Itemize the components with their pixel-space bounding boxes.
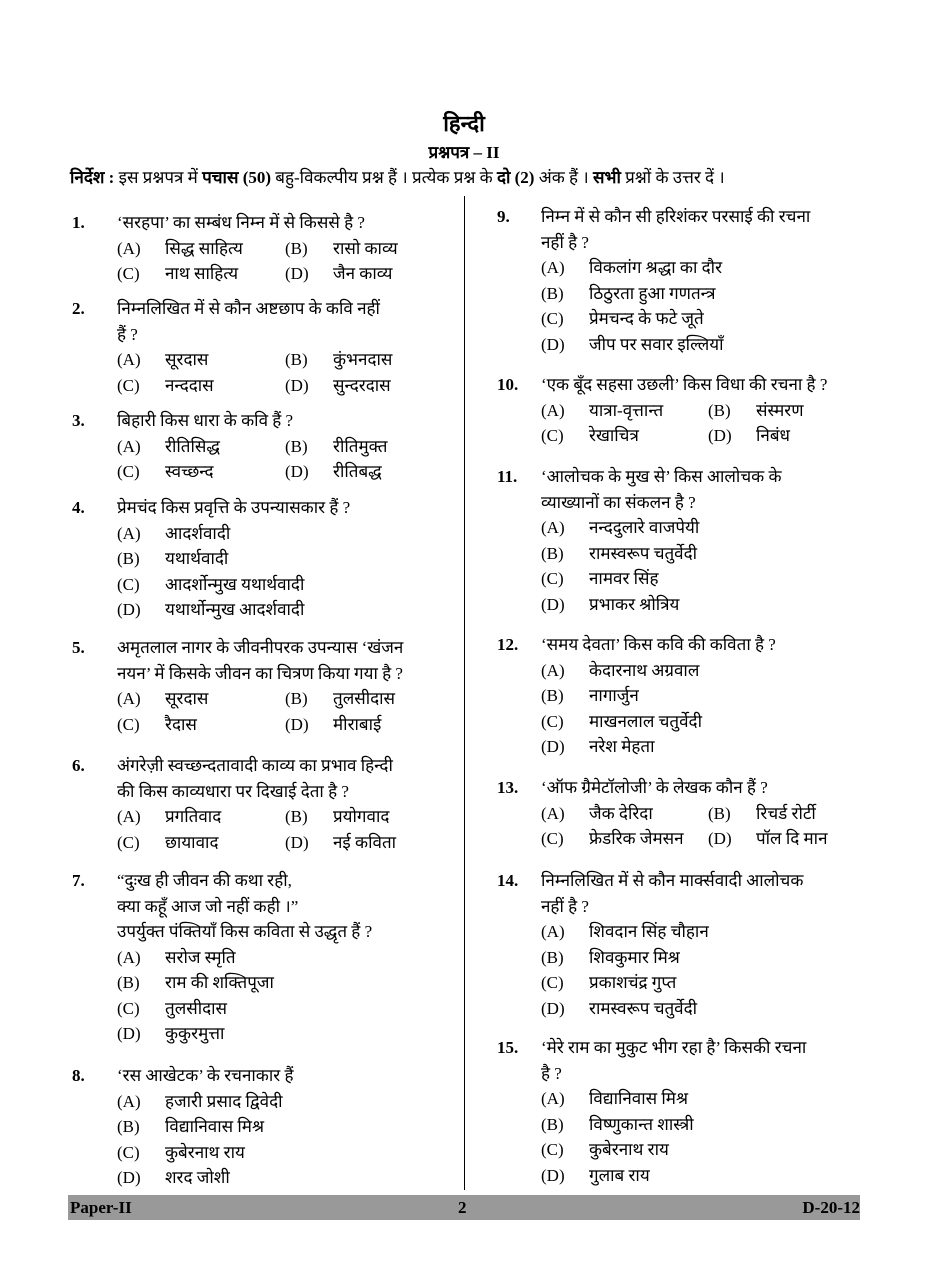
option-b [117, 970, 274, 996]
question-6 [72, 753, 442, 852]
option-text: रैदास [165, 714, 197, 734]
option-text: रामस्वरूप चतुर्वेदी [589, 543, 698, 563]
option-b [541, 541, 697, 567]
option-text: सुन्दरदास [333, 375, 391, 395]
option-text: आदर्शवादी [165, 523, 231, 543]
option-label: (D) [541, 594, 565, 614]
instructions-bold: सभी [593, 168, 621, 187]
option-d [285, 712, 381, 738]
option-label: (B) [117, 549, 140, 568]
question-text: बिहारी किस धारा के कवि हैं ? [117, 411, 294, 430]
question-text: हैं ? [117, 324, 138, 344]
option-label: (B) [541, 686, 564, 705]
option-text: विकलांग श्रद्धा का दौर [589, 258, 723, 277]
question-number: 15. [497, 1038, 519, 1057]
option-label: (C) [117, 375, 140, 395]
option-label: (D) [285, 462, 309, 481]
option-label: (D) [117, 1168, 141, 1187]
paper-subtitle: प्रश्नपत्र – II [428, 143, 500, 162]
option-label: (B) [117, 973, 140, 992]
question-number: 2. [72, 299, 85, 318]
instructions-bold: पचास (50) [202, 168, 272, 187]
option-label: (D) [541, 737, 565, 756]
option-d [285, 373, 391, 399]
option-b [117, 1114, 264, 1140]
option-text: नन्ददास [165, 375, 214, 395]
option-text: सूरदास [165, 689, 209, 708]
option-text: रिचर्ड रोर्टी [756, 803, 816, 823]
option-d [541, 332, 724, 358]
question-text: निम्नलिखित में से कौन मार्क्सवादी आलोचक [541, 871, 804, 890]
option-label: (B) [541, 1114, 564, 1134]
option-text: कुबेरनाथ राय [589, 1140, 669, 1159]
option-text: विद्यानिवास मिश्र [589, 1089, 689, 1108]
question-number: 3. [72, 411, 85, 430]
option-label: (A) [541, 400, 565, 420]
option-text: जीप पर सवार इल्लियाँ [589, 334, 724, 354]
question-text: निम्नलिखित में से कौन अष्टछाप के कवि नहीं [117, 299, 380, 318]
option-text: ठिठुरता हुआ गणतन्त्र [589, 283, 716, 303]
question-8 [72, 1063, 442, 1187]
option-text: कुंभनदास [333, 350, 393, 369]
option-label: (C) [541, 973, 564, 992]
option-text: गुलाब राय [589, 1165, 650, 1185]
option-text: केदारनाथ अग्रवाल [589, 660, 700, 680]
footer-paper: Paper-II [70, 1198, 132, 1217]
option-label: (C) [541, 309, 564, 328]
option-label: (A) [117, 436, 141, 456]
option-label: (A) [117, 689, 141, 708]
option-b [285, 686, 395, 712]
option-label: (B) [117, 1117, 140, 1136]
question-15 [497, 1035, 852, 1185]
question-text: उपर्युक्त पंक्तियाँ किस कविता से उद्धृत हैं ? [117, 922, 373, 941]
option-label: (B) [541, 283, 564, 303]
option-label: (B) [285, 436, 308, 456]
question-number: 11. [497, 467, 518, 486]
option-text: नाथ साहित्य [165, 264, 239, 283]
question-number: 10. [497, 375, 519, 394]
option-c [541, 709, 702, 735]
instructions-text: प्रश्नों के उत्तर दें । [620, 168, 725, 187]
option-label: (D) [708, 829, 732, 848]
question-text: अंगरेज़ी स्वच्छन्दतावादी काव्य का प्रभाव हिन्दी [117, 756, 393, 775]
option-c [541, 826, 684, 852]
option-text: रीतिमुक्त [333, 436, 388, 456]
question-7 [72, 868, 442, 1043]
option-b [708, 801, 816, 827]
option-label: (D) [285, 832, 309, 852]
option-label: (B) [285, 350, 308, 369]
option-text: जैक देरिदा [589, 803, 653, 823]
option-text: नन्ददुलारे वाजपेयी [589, 518, 700, 537]
option-c [117, 1140, 245, 1166]
question-number: 5. [72, 638, 85, 657]
option-d [541, 734, 654, 760]
option-d [285, 459, 382, 485]
question-text: निम्न में से कौन सी हरिशंकर परसाई की रचना [541, 207, 811, 226]
option-label: (D) [117, 600, 141, 619]
option-label: (A) [541, 1089, 565, 1108]
option-label: (D) [541, 334, 565, 354]
question-10 [497, 372, 852, 445]
option-text: रामस्वरूप चतुर्वेदी [589, 998, 698, 1018]
option-text: नई कविता [333, 832, 397, 852]
option-text: यात्रा-वृत्तान्त [589, 400, 664, 420]
option-label: (B) [541, 543, 564, 563]
option-b [117, 546, 228, 572]
option-text: सूरदास [165, 350, 209, 369]
option-a [541, 398, 663, 424]
option-a [541, 801, 653, 827]
option-label: (C) [117, 998, 140, 1018]
option-text: छायावाद [165, 832, 219, 852]
question-9 [497, 204, 852, 354]
question-number: 9. [497, 207, 510, 226]
option-text: शिवकुमार मिश्र [589, 947, 680, 967]
option-b [541, 945, 680, 971]
option-a [117, 686, 208, 712]
option-d [708, 423, 790, 449]
option-label: (C) [117, 462, 140, 481]
option-text: शरद जोशी [165, 1168, 230, 1187]
option-d [708, 826, 828, 852]
question-number: 1. [72, 213, 85, 232]
option-text: प्रयोगवाद [333, 807, 390, 826]
option-b [285, 434, 387, 460]
option-text: रासो काव्य [333, 238, 398, 258]
question-text: ‘आलोचक के मुख से’ किस आलोचक के [541, 467, 782, 486]
option-text: राम की शक्तिपूजा [165, 973, 274, 992]
option-b [285, 236, 398, 262]
question-text: अमृतलाल नागर के जीवनीपरक उपन्यास ‘खंजन [117, 638, 404, 657]
option-text: कुबेरनाथ राय [165, 1142, 245, 1162]
option-text: जैन काव्य [333, 264, 393, 283]
option-a [541, 919, 709, 945]
option-d [117, 1021, 224, 1047]
option-label: (C) [117, 1142, 140, 1162]
option-a [117, 521, 230, 547]
option-label: (B) [708, 400, 731, 420]
option-label: (A) [541, 922, 565, 941]
option-text: तुलसीदास [165, 998, 228, 1018]
option-c [117, 572, 304, 598]
option-b [541, 281, 716, 307]
question-4 [72, 495, 442, 619]
question-text: ‘रस आखेटक’ के रचनाकार हैं [117, 1066, 294, 1085]
option-label: (D) [541, 1165, 565, 1185]
option-c [117, 373, 214, 399]
question-text: नयन’ में किसके जीवन का चित्रण किया गया है ? [117, 663, 403, 683]
option-d [117, 1165, 230, 1191]
option-text: हजारी प्रसाद द्विवेदी [165, 1091, 283, 1111]
option-label: (C) [541, 1140, 564, 1159]
option-label: (A) [117, 807, 141, 826]
question-14 [497, 868, 852, 1018]
option-c [117, 712, 197, 738]
question-number: 8. [72, 1066, 85, 1085]
instructions [70, 165, 725, 188]
option-c [117, 459, 214, 485]
question-text: नहीं है ? [541, 896, 589, 916]
option-text: पॉल दि मान [756, 829, 828, 848]
question-text: क्या कहूँ आज जो नहीं कही ।” [117, 896, 299, 916]
option-label: (A) [541, 803, 565, 823]
option-text: आदर्शोन्मुख यथार्थवादी [165, 574, 305, 594]
option-text: शिवदान सिंह चौहान [589, 922, 709, 941]
option-text: यथार्थवादी [165, 549, 229, 568]
option-label: (C) [117, 714, 140, 734]
option-label: (B) [708, 803, 731, 823]
question-text: व्याख्यानों का संकलन है ? [541, 492, 696, 512]
question-2 [72, 296, 442, 395]
option-label: (A) [117, 238, 141, 258]
option-b [285, 347, 392, 373]
option-a [117, 434, 220, 460]
option-label: (C) [541, 426, 564, 445]
option-text: मीराबाई [333, 714, 382, 734]
question-number: 12. [497, 635, 519, 654]
option-b [285, 804, 389, 830]
option-a [117, 804, 221, 830]
option-text: प्रकाशचंद्र गुप्त [589, 973, 677, 992]
option-c [541, 566, 659, 592]
option-text: नामवर सिंह [589, 569, 659, 588]
option-text: सिद्ध साहित्य [165, 238, 243, 258]
option-label: (A) [117, 1091, 141, 1111]
option-text: स्वच्छन्द [165, 462, 214, 481]
option-label: (A) [541, 258, 565, 277]
option-text: सरोज स्मृति [165, 947, 236, 967]
option-label: (C) [541, 829, 564, 848]
option-label: (D) [285, 375, 309, 395]
option-text: प्रेमचन्द के फटे जूते [589, 309, 704, 328]
page-footer [68, 1195, 860, 1220]
option-d [117, 597, 304, 623]
option-label: (C) [541, 569, 564, 588]
option-d [541, 996, 697, 1022]
option-text: रीतिसिद्ध [165, 436, 220, 456]
question-text: ‘एक बूँद सहसा उछली’ किस विधा की रचना है ? [541, 375, 828, 394]
option-text: माखनलाल चतुर्वेदी [589, 711, 702, 731]
option-text: नरेश मेहता [589, 737, 655, 756]
option-label: (A) [117, 350, 141, 369]
question-number: 4. [72, 498, 85, 517]
question-5 [72, 635, 442, 734]
option-text: यथार्थोन्मुख आदर्शवादी [165, 600, 305, 619]
option-a [541, 658, 699, 684]
option-a [117, 945, 236, 971]
option-label: (B) [285, 689, 308, 708]
footer-page-number: 2 [458, 1198, 467, 1217]
option-a [541, 1086, 688, 1112]
question-text: है ? [541, 1063, 562, 1083]
option-a [117, 236, 243, 262]
option-text: विद्यानिवास मिश्र [165, 1117, 265, 1136]
question-text: ‘समय देवता’ किस कवि की कविता है ? [541, 635, 776, 654]
option-a [117, 1089, 283, 1115]
instructions-label: निर्देश : [70, 168, 115, 187]
option-text: निबंध [756, 426, 790, 445]
option-label: (C) [541, 711, 564, 731]
question-number: 13. [497, 778, 519, 797]
option-label: (C) [117, 574, 140, 594]
option-text: विष्णुकान्त शास्त्री [589, 1114, 694, 1134]
question-1 [72, 210, 442, 283]
option-d [541, 592, 679, 618]
instructions-bold: दो (2) [496, 168, 535, 187]
option-label: (D) [708, 426, 732, 445]
question-3 [72, 408, 442, 481]
option-b [708, 398, 804, 424]
option-label: (C) [117, 264, 140, 283]
option-text: फ्रेडरिक जेमसन [589, 829, 684, 848]
option-text: रेखाचित्र [589, 426, 639, 445]
option-label: (D) [285, 714, 309, 734]
question-text: नहीं है ? [541, 232, 589, 252]
instructions-text: बहु-विकल्पीय प्रश्न हैं । प्रत्येक प्रश्न के [271, 168, 497, 187]
option-text: प्रगतिवाद [165, 807, 222, 826]
option-c [541, 306, 704, 332]
instructions-text: अंक हैं । [534, 168, 593, 187]
option-c [117, 996, 227, 1022]
footer-code: D-20-12 [802, 1198, 860, 1217]
option-text: कुकुरमुत्ता [165, 1024, 225, 1043]
option-c [541, 1137, 669, 1163]
question-text: ‘ऑफ ग्रैमेटॉलोजी’ के लेखक कौन हैं ? [541, 778, 768, 797]
option-a [541, 515, 699, 541]
question-number: 6. [72, 756, 85, 775]
instructions-text: इस प्रश्नपत्र में [114, 168, 203, 187]
option-label: (A) [117, 523, 141, 543]
option-d [285, 830, 396, 856]
option-c [541, 970, 676, 996]
option-label: (A) [117, 947, 141, 967]
option-label: (A) [541, 660, 565, 680]
option-label: (B) [285, 238, 308, 258]
option-label: (D) [541, 998, 565, 1018]
option-a [541, 255, 722, 281]
question-text: प्रेमचंद किस प्रवृत्ति के उपन्यासकार हैं ? [117, 498, 351, 517]
question-11 [497, 464, 852, 614]
option-label: (C) [117, 832, 140, 852]
question-text: की किस काव्यधारा पर दिखाई देता है ? [117, 781, 349, 801]
column-divider [464, 196, 465, 1190]
option-b [541, 683, 639, 709]
option-c [541, 423, 639, 449]
question-text: ‘सरहपा’ का सम्बंध निम्न में से किससे है ? [117, 213, 365, 232]
option-label: (B) [541, 947, 564, 967]
option-text: संस्मरण [756, 400, 804, 420]
option-label: (D) [285, 264, 309, 283]
option-d [541, 1163, 650, 1189]
option-label: (B) [285, 807, 308, 826]
question-text: “दुःख ही जीवन की कथा रही, [117, 871, 292, 890]
option-label: (D) [117, 1024, 141, 1043]
question-number: 14. [497, 871, 519, 890]
option-text: रीतिबद्ध [333, 462, 382, 481]
option-label: (A) [541, 518, 565, 537]
question-12 [497, 632, 852, 756]
option-d [285, 261, 392, 287]
option-text: नागार्जुन [589, 686, 639, 705]
paper-title: हिन्दी [443, 111, 485, 136]
question-number: 7. [72, 871, 85, 890]
option-text: तुलसीदास [333, 689, 396, 708]
option-b [541, 1112, 694, 1138]
question-text: ‘मेरे राम का मुकुट भीग रहा है’ किसकी रचना [541, 1038, 807, 1057]
option-c [117, 261, 238, 287]
option-text: प्रभाकर श्रोत्रिय [589, 594, 680, 614]
option-a [117, 347, 208, 373]
question-13 [497, 775, 852, 848]
option-c [117, 830, 218, 856]
